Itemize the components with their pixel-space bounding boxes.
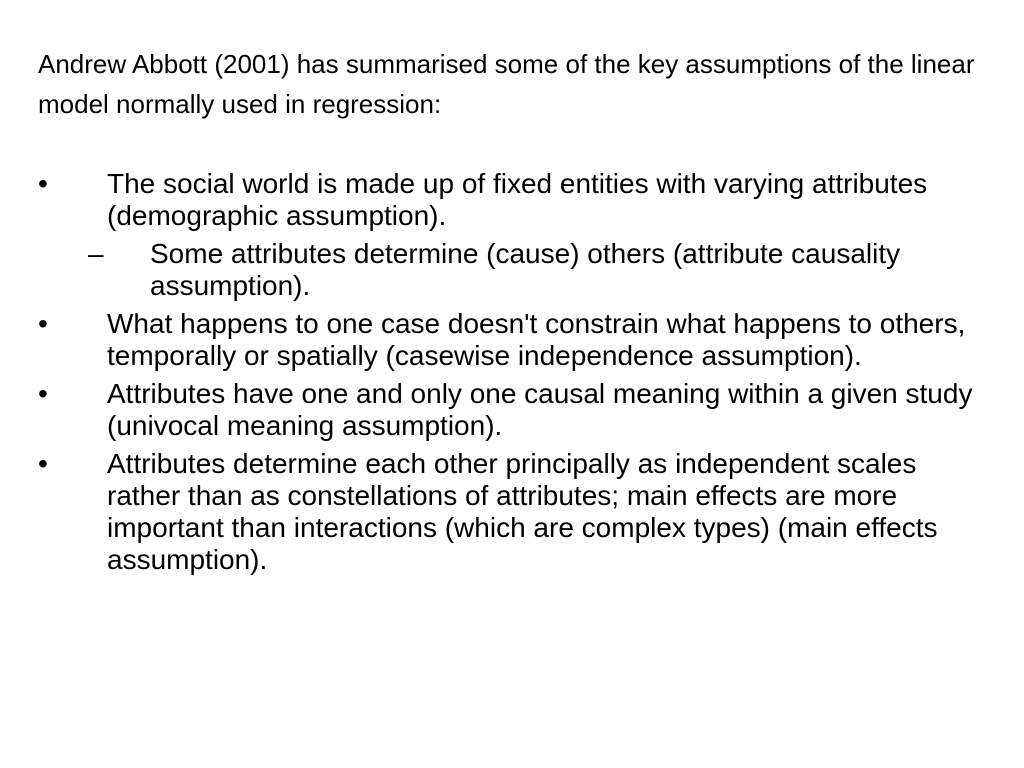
- list-item: [38, 308, 988, 372]
- list-item-text: Attributes have one and only one causal meaning within a given study (univocal meaning assumption).: [107, 378, 973, 441]
- dash-marker: –: [88, 238, 104, 269]
- sub-list-item-text: Some attributes determine (cause) others (attribute causality assumption).: [150, 238, 901, 301]
- sub-list-item: [38, 238, 988, 302]
- assumption-list: [38, 168, 988, 576]
- bullet-marker: •: [38, 378, 48, 409]
- list-item: [38, 378, 988, 442]
- list-item-text: What happens to one case doesn't constrain what happens to others, temporally or spatially (casewise independence assumption).: [107, 308, 966, 371]
- list-item: [38, 448, 988, 576]
- bullet-marker: •: [38, 308, 48, 339]
- list-item: [38, 168, 988, 232]
- bullet-marker: •: [38, 168, 48, 199]
- list-item-text: Attributes determine each other principally as independent scales rather than as constellations of attributes; main effects are more important than interactions (which are complex types) (main effects assumption).: [107, 448, 938, 575]
- intro-paragraph: Andrew Abbott (2001) has summarised some of the key assumptions of the linear model normally used in regression:: [38, 49, 975, 119]
- list-item-text: The social world is made up of fixed entities with varying attributes (demographic assumption).: [107, 168, 928, 231]
- bullet-marker: •: [38, 448, 48, 479]
